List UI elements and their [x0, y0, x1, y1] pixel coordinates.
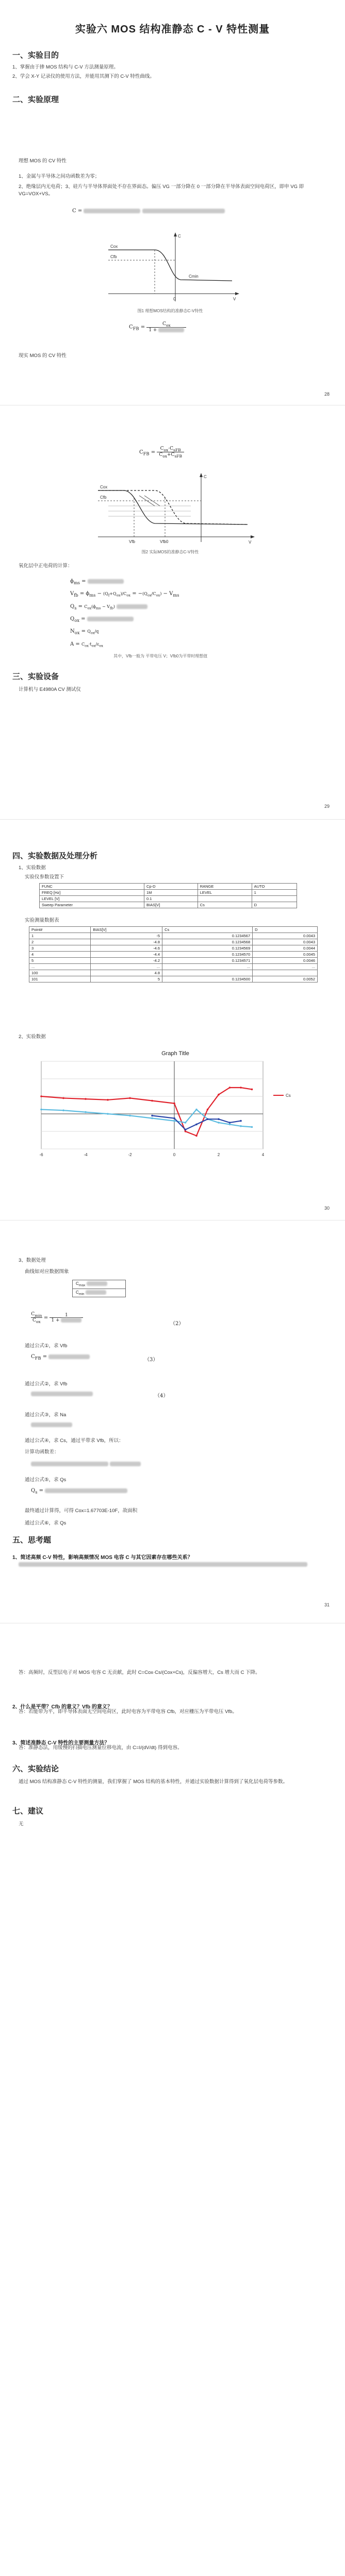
- table-cell: ...: [253, 964, 318, 970]
- eq-label-3: （3）: [144, 1357, 158, 1363]
- series-line-1: [41, 1088, 252, 1136]
- table-row: [29, 933, 318, 939]
- table-header-cell: FUNC: [40, 884, 144, 890]
- suggestion-text: 无: [19, 1821, 24, 1827]
- table-row: [40, 890, 297, 896]
- table-cell: ...: [162, 964, 253, 970]
- series-point: [185, 1122, 187, 1124]
- step-8: 通过公式⑥，求 Qs: [25, 1520, 67, 1526]
- assumption-1: 1、金属与半导体之间功函数差为零；: [19, 174, 100, 179]
- answer-3: 答：准静态法，用缓慢的扫描电压测量位移电流，由 C=I/(dV/dt) 得到电容。: [19, 1745, 183, 1751]
- series-point: [218, 1094, 220, 1096]
- table-cell: BIAS[V]: [144, 902, 198, 908]
- table-row: [29, 964, 318, 970]
- eq-label-2: （2）: [170, 1321, 184, 1327]
- table-cell: Sweep Parameter: [40, 902, 144, 908]
- step-3: 通过公式③，求 Na: [25, 1412, 67, 1418]
- table-cell: Cs: [198, 902, 252, 908]
- formula-2: $C_{min}$ $C_{ox} = 1$ 1 +: [31, 1312, 83, 1324]
- table-cell: D: [252, 902, 297, 908]
- series-point: [173, 1103, 175, 1105]
- real-cv-figure: [77, 470, 263, 547]
- cv-measurement-chart: [21, 1046, 309, 1175]
- table-cell: 0.1: [144, 896, 198, 902]
- table-cell: 5: [29, 958, 91, 964]
- page-number-4: 31: [324, 1602, 330, 1607]
- table-header-cell: RANGE: [198, 884, 252, 890]
- flatband-formula: $C_{FB} = C_{ox}$ 1 +: [129, 321, 186, 333]
- section-1-heading: 一、实验目的: [12, 51, 59, 60]
- x-tick-label: -6: [39, 1153, 43, 1157]
- chart-legend: [273, 1093, 291, 1098]
- svg-text:V: V: [249, 540, 252, 545]
- table-cell: [198, 896, 252, 902]
- page-separator: [0, 819, 345, 820]
- step-1: 通过公式①，求 Vfb: [25, 1343, 68, 1349]
- svg-text:Cfb: Cfb: [100, 495, 107, 500]
- svg-text:Cmin: Cmin: [189, 274, 199, 279]
- series-point: [229, 1087, 231, 1089]
- formula-6: [31, 1461, 141, 1467]
- table-cell: 0.1234569: [162, 945, 253, 952]
- table-cell: ...: [91, 964, 162, 970]
- data-table-subtitle: 实验测量数据表: [25, 918, 59, 923]
- series-point: [195, 1124, 198, 1126]
- formula-7: $Q_s$ =: [31, 1488, 127, 1495]
- table-cell: 0.1234567: [162, 933, 253, 939]
- table-header-cell: AUTO: [252, 884, 297, 890]
- processing-subtitle: 3、数据处理: [19, 1258, 46, 1263]
- table-cell: ...: [29, 964, 91, 970]
- table-cell: 0.0043: [253, 939, 318, 945]
- series-point: [129, 1097, 131, 1099]
- document-title: 实验六 MOS 结构准静态 C - V 特性测量: [75, 24, 270, 35]
- table-cell: 4: [29, 952, 91, 958]
- table-cell: 0.0044: [253, 945, 318, 952]
- table-row: [40, 884, 297, 890]
- series-point: [251, 1126, 253, 1128]
- table-cell: 1: [29, 933, 91, 939]
- section-3-heading: 三、实验设备: [12, 672, 59, 681]
- table-cell: [252, 896, 297, 902]
- cox-cmin-box: $C_{max}$ $C_{min}$: [72, 1280, 126, 1297]
- table-cell: 0.0052: [253, 976, 318, 982]
- table-header-cell: Point#: [29, 927, 91, 933]
- page-separator: [0, 1220, 345, 1221]
- series-point: [62, 1097, 64, 1099]
- table-cell: 0.0045: [253, 952, 318, 958]
- series-line-2: [41, 1110, 252, 1127]
- table-cell: [253, 970, 318, 976]
- series-point: [40, 1109, 42, 1111]
- table-cell: -4.6: [91, 945, 162, 952]
- table-cell: [162, 970, 253, 976]
- table-row: [29, 976, 318, 982]
- svg-text:0: 0: [173, 297, 176, 301]
- series-point: [151, 1100, 153, 1102]
- x-tick-label: -4: [84, 1153, 88, 1157]
- series-point: [40, 1095, 42, 1097]
- x-tick-label: -2: [128, 1153, 132, 1157]
- question-1: 1、简述高频 C-V 特性，影响高频情况 MOS 电容 C 与其它因素存在哪些关系？: [12, 1555, 193, 1561]
- series-point: [240, 1087, 242, 1089]
- table-cell: -4.2: [91, 958, 162, 964]
- svg-text:V: V: [233, 297, 236, 301]
- table-row: [40, 902, 297, 908]
- table-cell: 0.1234571: [162, 958, 253, 964]
- series-point: [85, 1098, 87, 1100]
- formula-5: [31, 1422, 72, 1428]
- table-cell: LEVEL: [198, 890, 252, 896]
- page-number-2: 29: [324, 804, 330, 809]
- table-cell: FREQ [Hz]: [40, 890, 144, 896]
- chart-subtitle: 2、实验数据: [19, 1034, 46, 1040]
- step-6: 通过公式⑤，求 Qs: [25, 1477, 67, 1483]
- table-header-cell: BIAS[V]: [91, 927, 162, 933]
- series-point: [173, 1120, 175, 1122]
- svg-text:Vfb: Vfb: [129, 539, 136, 544]
- series-point: [229, 1122, 231, 1124]
- step-7: 最终通过计算得，可得 Cox=1.67703E-10F，故面积: [25, 1508, 138, 1514]
- series-point: [218, 1118, 220, 1120]
- table-cell: 0.1234500: [162, 976, 253, 982]
- conclusion-text: 通过 MOS 结构准静态 C-V 特性的测量，我们掌握了 MOS 结构的基本特性，并通过实验数据计算得到了氧化层电荷等参数。: [19, 1779, 288, 1785]
- series-point: [207, 1109, 209, 1111]
- table-cell: 101: [29, 976, 91, 982]
- legend-label: Cs: [286, 1093, 291, 1098]
- chart-series: [40, 1087, 253, 1137]
- table-cell: 1M: [144, 890, 198, 896]
- processing-intro: 曲线如对应数据图象: [25, 1269, 69, 1275]
- x-tick-label: 4: [261, 1153, 265, 1157]
- formula-3: $C_{FB}$ =: [31, 1354, 90, 1361]
- step-2: 通过公式②，求 Vfb: [25, 1381, 68, 1387]
- table-cell: -4.4: [91, 952, 162, 958]
- series-point: [240, 1120, 242, 1122]
- section-6-heading: 六、实验结论: [12, 1765, 59, 1773]
- instrument-params-table: [39, 883, 297, 908]
- x-tick-label: 0: [173, 1153, 176, 1157]
- measurement-data-table: [29, 926, 318, 982]
- assumption-2: 2、绝缘层内无电荷；3、硅片与半导体界面处不存在界面态。偏压 VG 一部分降在 0 一部分降在半导体表面空间电荷区，即申 VG 即 VG=VOX+VS。: [19, 184, 304, 197]
- series-point: [240, 1125, 242, 1127]
- table-header-cell: Cs: [162, 927, 253, 933]
- table-cell: 0.1234568: [162, 939, 253, 945]
- equipment-text: 计算机与 E4980A CV 测试仪: [19, 687, 81, 692]
- table-row: [40, 896, 297, 902]
- page-number-3: 30: [324, 1206, 330, 1211]
- capacitance-formula: C =: [72, 208, 225, 214]
- section-5-heading: 五、思考题: [12, 1536, 52, 1545]
- series-point: [195, 1135, 198, 1137]
- figure-1-caption: 图1 理想MOS结构的准静态C-V特性: [137, 309, 203, 313]
- table-row: [29, 927, 318, 933]
- table-cell: -5: [91, 933, 162, 939]
- series-line-3: [152, 1115, 241, 1129]
- series-point: [62, 1109, 64, 1111]
- section-7-heading: 七、建议: [12, 1807, 44, 1816]
- series-point: [151, 1117, 153, 1120]
- answer-1-preview: [19, 1561, 328, 1568]
- table-cell: 0.0043: [253, 933, 318, 939]
- svg-text:C: C: [178, 234, 181, 239]
- svg-text:C: C: [204, 474, 207, 479]
- plot-area: [41, 1061, 263, 1149]
- section-2-heading: 二、实验原理: [12, 95, 59, 104]
- series-point: [251, 1089, 253, 1091]
- table-row: [29, 958, 318, 964]
- table-row: [29, 945, 318, 952]
- table-cell: 100: [29, 970, 91, 976]
- answer-1: 答：高频时，反型层电子对 MOS 电容 C 无贡献，此时 C=Cox·Cs/(Cox+Cs)，反偏容增大，Cs 增大而 C 下降。: [19, 1670, 260, 1675]
- series-point: [229, 1124, 231, 1126]
- series-point: [185, 1130, 187, 1132]
- question-2: 2、什么是平带？Cfb 的意义？Vfb 的意义？: [12, 1704, 112, 1710]
- series-point: [185, 1129, 187, 1131]
- real-mos-subtitle: 现实 MOS 的 CV 特性: [19, 353, 67, 359]
- ideal-cv-figure: [98, 229, 242, 307]
- svg-text:Vfb0: Vfb0: [160, 539, 169, 544]
- table-cell: 1: [252, 890, 297, 896]
- section-1-item-1: 1、掌握由于掺 MOS 结构与 C-V 方法测量原理。: [12, 64, 119, 70]
- page-number-1: 28: [324, 392, 330, 397]
- question-3: 3、简述准静态 C-V 特性的主要测量方法？: [12, 1740, 110, 1746]
- chart-grid: [41, 1061, 263, 1149]
- params-subtitle: 实验仪参数设置下: [25, 874, 64, 880]
- table-header-cell: D: [253, 927, 318, 933]
- formula-4: [31, 1391, 93, 1397]
- data-subtitle: 1、实验数据: [19, 865, 46, 871]
- capacitance-ratio-formula: $C_{FB} = C_{ox}\cdot C_{sFB}$ $C_{ox}+C_{sFB}$: [139, 446, 184, 459]
- svg-text:Cfb: Cfb: [110, 255, 117, 259]
- answer-2: 答：若能带为平，即半导体表面无空间电荷区，此时电容为平带电容 Cfb，对应栅压为平带电压 Vfb。: [19, 1709, 237, 1715]
- series-point: [151, 1115, 153, 1117]
- table-cell: 2: [29, 939, 91, 945]
- figure-2-caption: 图2 实际MOS的准静态C-V特性: [141, 550, 199, 554]
- series-point: [207, 1118, 209, 1120]
- step-5: 计算功函数差：: [25, 1449, 59, 1455]
- formula-note: 其中，Vfb一般为 平带电压 V；Vfb0为平带时理想值: [113, 654, 208, 658]
- section-1-item-2: 2、学会 X-Y 记录仪的使用方法，并能用其测下的 C-V 特性曲线。: [12, 74, 155, 79]
- section-4-heading: 四、实验数据及处理分析: [12, 852, 98, 860]
- series-point: [85, 1111, 87, 1113]
- series-point: [218, 1122, 220, 1124]
- chart-title: Graph Title: [161, 1050, 189, 1057]
- oxide-charge-formulas: $\phi_{ms}$ = $V_{fb} = \phi_{ms} - (Q_f+Q_{ox})/C_{ox} = -(Q_{ox}/C_{ox}) - V_{ms}$ $Q_s = C_{ox}(\phi_{ms} - V_{fb})$ $Q_{ox}$ = $N_{ox} = Q_{ox}/q$ $A = C_{ox}\cdot t_{ox}/\varepsilon_{ox}$: [70, 579, 179, 648]
- series-point: [195, 1109, 198, 1111]
- oxide-charge-title: 氧化层中正电荷的计算：: [19, 563, 73, 569]
- table-row: [29, 970, 318, 976]
- step-4: 通过公式④，求 Cs，通过平带求 Vfb，所以：: [25, 1438, 124, 1444]
- table-cell: 0.1234570: [162, 952, 253, 958]
- table-cell: -4.8: [91, 939, 162, 945]
- eq-label-4: （4）: [155, 1393, 169, 1399]
- series-point: [107, 1099, 109, 1101]
- x-tick-label: 2: [217, 1153, 220, 1157]
- table-row: [29, 939, 318, 945]
- table-cell: 5: [91, 976, 162, 982]
- table-header-cell: Cp-D: [144, 884, 198, 890]
- table-cell: 0.0046: [253, 958, 318, 964]
- svg-text:Cox: Cox: [100, 485, 108, 489]
- ideal-mos-subtitle: 理想 MOS 的 CV 特性: [19, 158, 67, 164]
- svg-text:Cox: Cox: [110, 244, 118, 249]
- table-row: [29, 952, 318, 958]
- table-cell: 3: [29, 945, 91, 952]
- series-point: [129, 1115, 131, 1117]
- table-cell: 4.8: [91, 970, 162, 976]
- series-point: [107, 1113, 109, 1115]
- series-point: [173, 1117, 175, 1120]
- chart-ticks: [39, 1153, 264, 1157]
- table-cell: LEVEL [V]: [40, 896, 144, 902]
